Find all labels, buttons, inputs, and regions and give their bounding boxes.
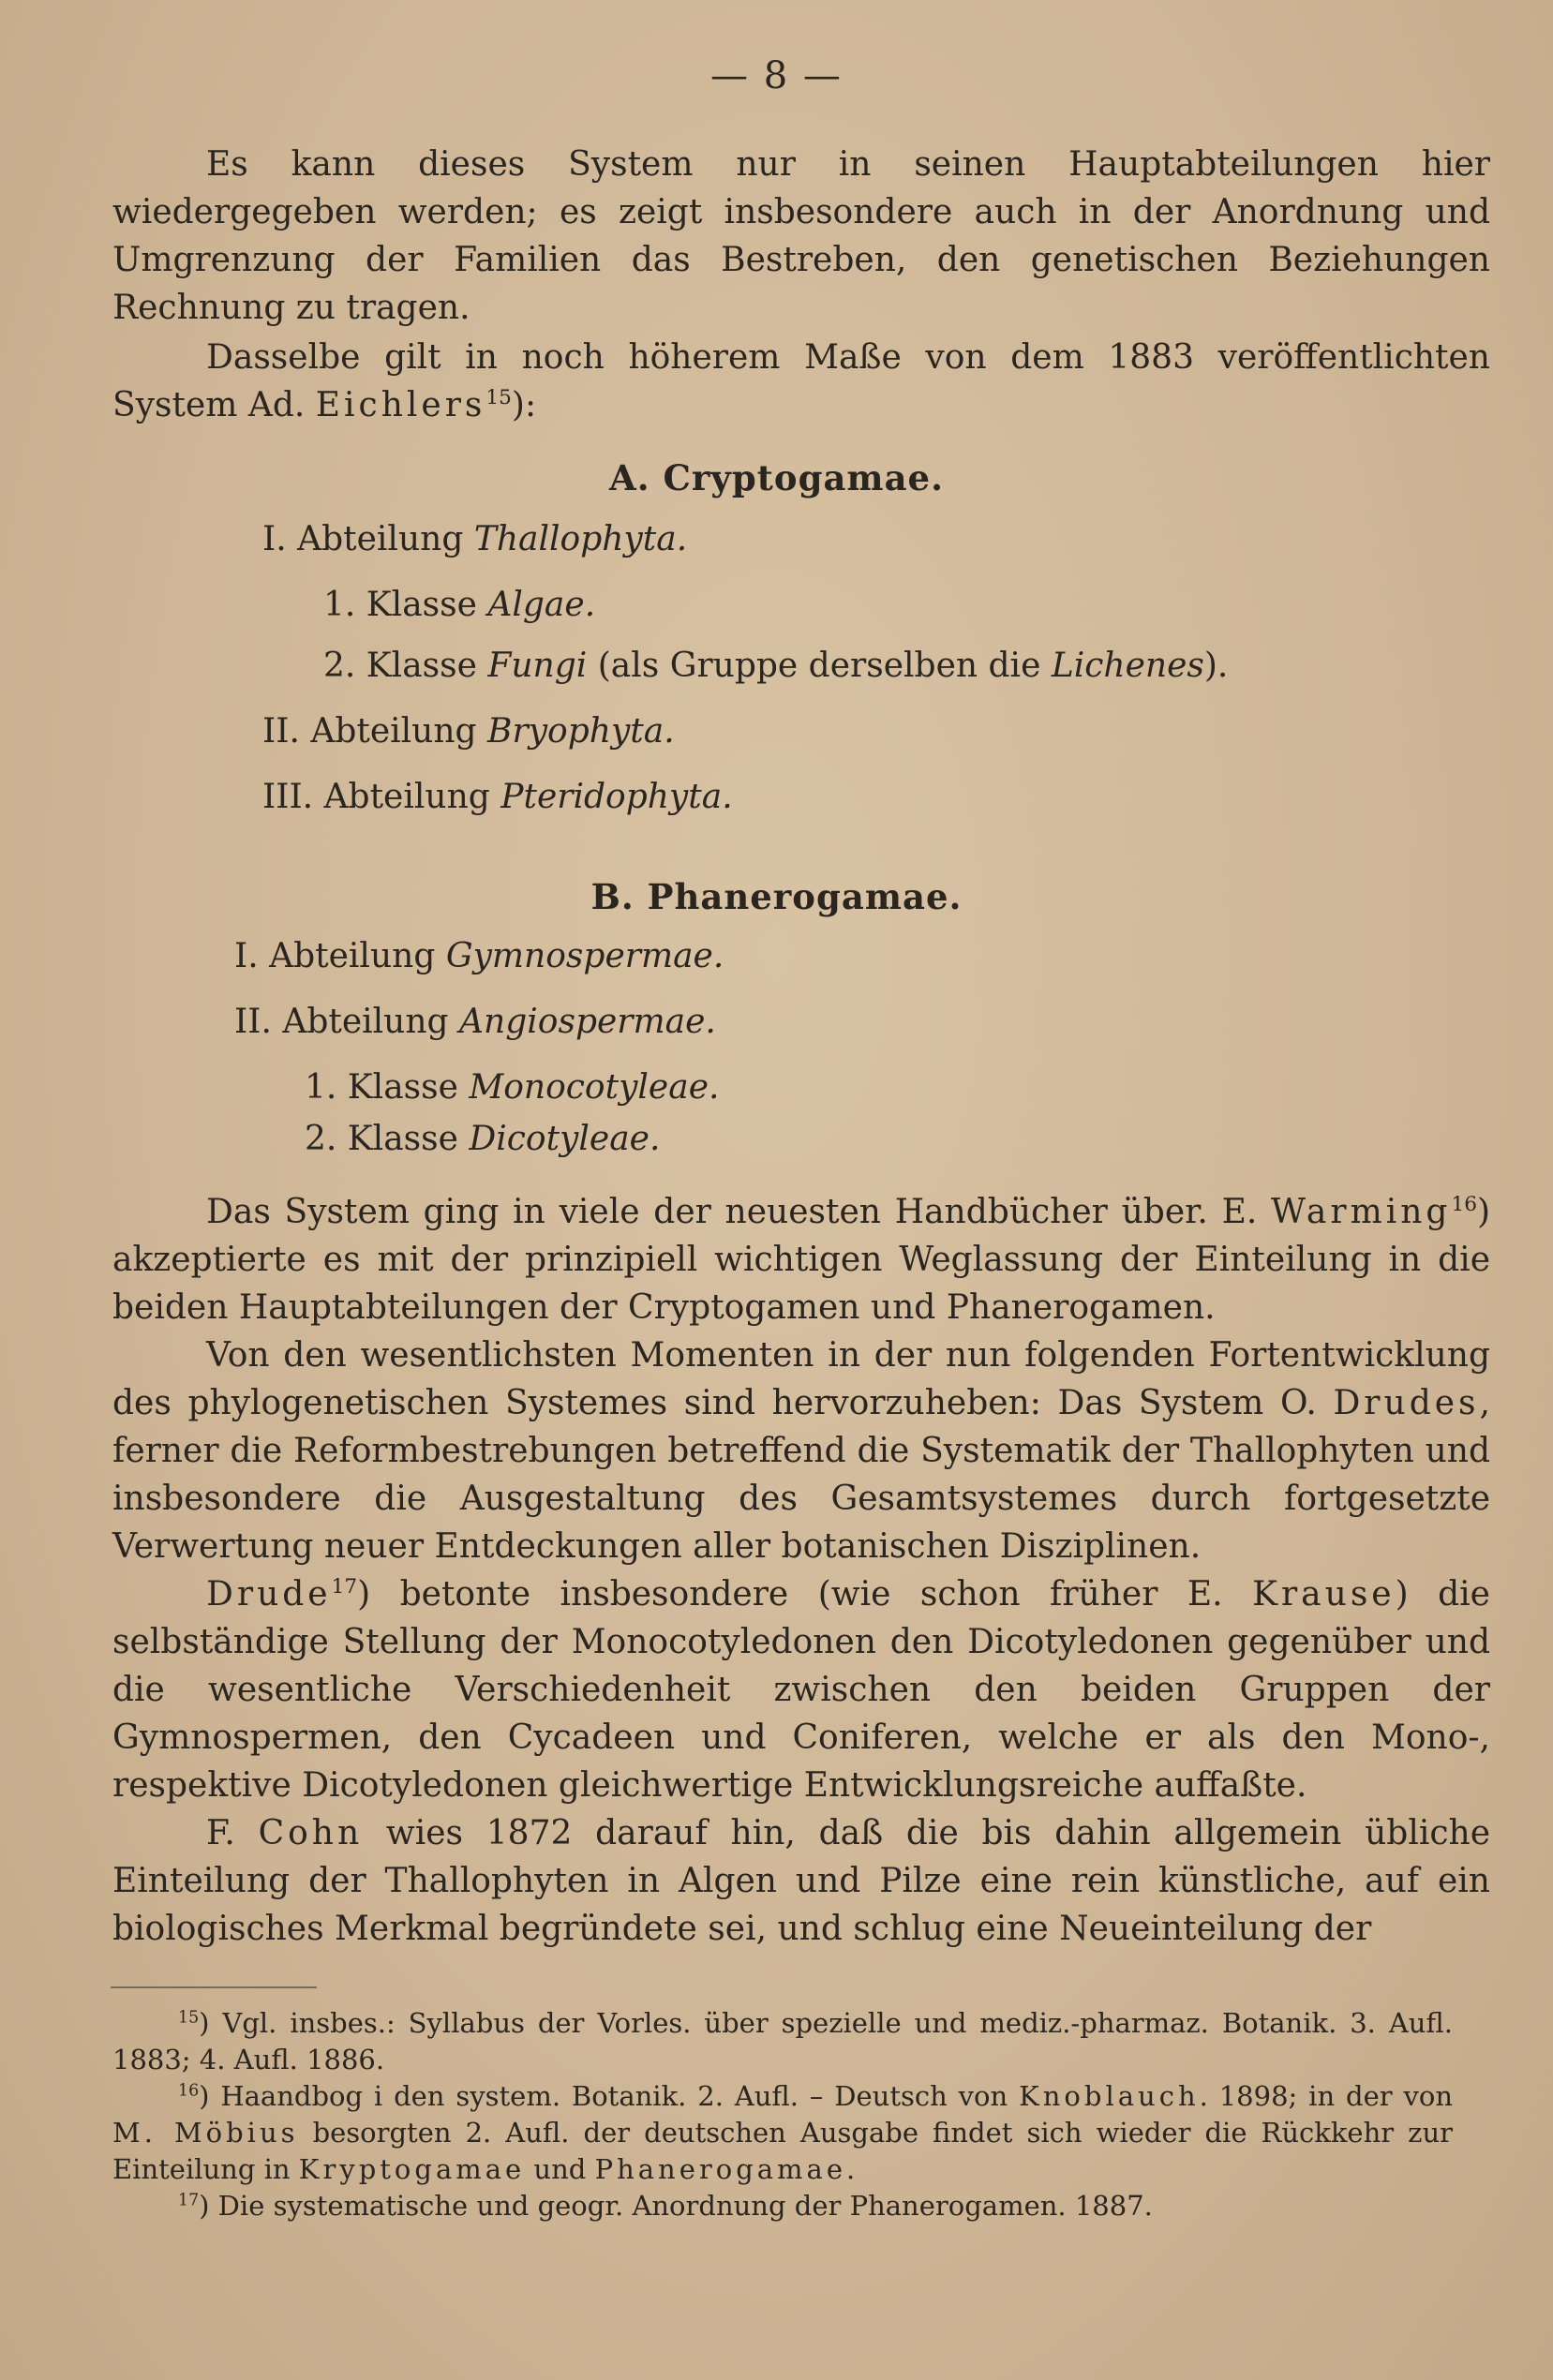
class-note-end: ). xyxy=(1203,647,1229,685)
division-thallophyta xyxy=(262,520,687,558)
intro-block xyxy=(112,141,1490,429)
paragraph-6-b: wies 1872 darauf hin, daß die bis dahin allgemein übliche Einteilung der Thallophyten in Algen und Pilze eine rein künstliche, auf ein biologisches Merkmal begründete sei, und schlug eine Neueinteilung der xyxy=(112,1814,1491,1948)
footnote-16-d: und xyxy=(533,2153,587,2185)
paragraph-1: Es kann dieses System nur in seinen Hauptabteilungen hier wiedergegeben werden; es zeigt insbesondere auch in der Anordnung und Umgrenzung der Familien das Bestreben, den genetischen Beziehungen Rechnung zu tragen. xyxy=(112,145,1490,327)
class-algae xyxy=(323,586,595,624)
footnotes xyxy=(112,2005,1453,2224)
footnote-16-marker: 16 xyxy=(178,2081,200,2101)
division-label: I. Abteilung xyxy=(262,520,464,558)
division-name: Bryophyta. xyxy=(487,712,675,751)
footnote-17-text: ) Die systematische und geogr. Anordnung der Phanerogamen. 1887. xyxy=(199,2190,1153,2222)
paragraph-4 xyxy=(112,1331,1490,1570)
paragraph-2 xyxy=(112,334,1490,429)
footnote-15-text: ) Vgl. insbes.: Syllabus der Vorles. über spezielle und mediz.-pharmaz. Botanik. 3. Aufl. 1883; 4. Aufl. 1886. xyxy=(112,2007,1453,2075)
division-gymnospermae xyxy=(234,937,724,975)
division-label: I. Abteilung xyxy=(234,937,436,975)
paragraph-6-a: F. xyxy=(206,1814,235,1852)
class-dicotyleae xyxy=(305,1120,660,1158)
division-angiospermae xyxy=(234,1003,716,1041)
author-krause: Krause xyxy=(1252,1575,1396,1614)
footnote-16-b: . 1898; in der von xyxy=(1199,2080,1454,2112)
footnote-16-e: . xyxy=(846,2153,856,2185)
paragraph-6 xyxy=(112,1809,1490,1953)
author-drude-2: Drude xyxy=(206,1575,332,1614)
footnote-ref-15: 15 xyxy=(485,386,512,409)
footnote-16 xyxy=(112,2078,1453,2188)
class-fungi xyxy=(323,647,1228,685)
class-label: 2. Klasse xyxy=(323,647,477,685)
paragraph-5 xyxy=(112,1570,1490,1809)
page-number: — 8 — xyxy=(710,54,843,97)
paragraph-2-text: Dasselbe gilt in noch höherem Maße von dem 1883 veröffentlichten System Ad. xyxy=(112,338,1490,424)
footnote-ref-16: 16 xyxy=(1451,1193,1477,1216)
author-moebius: M. Möbius xyxy=(112,2117,299,2149)
footnote-15-marker: 15 xyxy=(178,2008,200,2028)
division-pteridophyta xyxy=(262,778,733,816)
division-name: Pteridophyta. xyxy=(500,778,733,816)
paragraph-4-b: , ferner die Reformbestrebungen betreffend die Systematik der Thallophyten und insbesondere die Ausgestaltung des Gesamtsystemes durch fortgesetzte Verwertung neuer Entdeckungen aller botanischen Disziplinen. xyxy=(112,1384,1490,1566)
footnote-16-a: ) Haandbog i den system. Botanik. 2. Aufl. – Deutsch von xyxy=(199,2080,1008,2112)
paragraph-4-a: Von den wesentlichsten Momenten in der nun folgenden Fortentwicklung des phylogenetischen Systemes sind hervorzuheben: Das System O. xyxy=(112,1336,1490,1422)
class-name: Algae. xyxy=(487,586,596,624)
paragraph-2-end: ): xyxy=(511,386,537,424)
division-bryophyta xyxy=(262,712,675,751)
class-label: 2. Klasse xyxy=(305,1120,458,1158)
footnote-17 xyxy=(112,2188,1453,2224)
footnote-ref-17: 17 xyxy=(331,1575,358,1599)
class-label: 1. Klasse xyxy=(323,586,477,624)
footnote-divider xyxy=(111,1986,317,1988)
division-name: Gymnospermae. xyxy=(445,937,724,975)
footnote-15 xyxy=(112,2005,1453,2078)
paragraph-5-a: ) betonte insbesondere (wie schon früher E. xyxy=(357,1575,1223,1614)
paragraph-5-b: ) die selbständige Stellung der Monocotyledonen den Dicotyledonen gegenüber und die wesentliche Verschiedenheit zwischen den beiden Gruppen der Gymnospermen, den Cycadeen und Coniferen, welche er als den Mono-, respektive Dicotyledonen gleichwertige Entwicklungsreiche auffaßte. xyxy=(112,1575,1490,1805)
footnote-16-c: besorgten 2. Aufl. der deutschen Ausgabe findet sich wieder die Rückkehr zur Einteilung in xyxy=(112,2117,1453,2185)
footnote-17-marker: 17 xyxy=(178,2191,200,2210)
class-name: Dicotyleae. xyxy=(469,1120,661,1158)
division-label: III. Abteilung xyxy=(262,778,490,816)
class-monocotyleae xyxy=(305,1068,719,1107)
author-drude: Drudes xyxy=(1333,1384,1480,1422)
class-note: (als Gruppe derselben die xyxy=(597,647,1041,685)
division-label: II. Abteilung xyxy=(234,1003,449,1041)
division-label: II. Abteilung xyxy=(262,712,477,751)
term-phanerogamae: Phanerogamae xyxy=(594,2153,847,2185)
class-name: Monocotyleae. xyxy=(469,1068,720,1107)
term-kryptogamae: Kryptogamae xyxy=(298,2153,526,2185)
author-knoblauch: Knoblauch xyxy=(1019,2080,1200,2112)
division-name: Thallophyta. xyxy=(473,520,688,558)
body-block xyxy=(112,1188,1490,1953)
paragraph-3 xyxy=(112,1188,1490,1331)
author-eichler: Eichlers xyxy=(315,386,486,424)
class-note-name: Lichenes xyxy=(1051,647,1204,685)
heading-phanerogamae: B. Phanerogamae. xyxy=(590,876,963,917)
class-name: Fungi xyxy=(487,647,588,685)
author-cohn: Cohn xyxy=(258,1814,364,1852)
heading-cryptogamae: A. Cryptogamae. xyxy=(609,457,944,498)
division-name: Angiospermae. xyxy=(459,1003,716,1041)
paragraph-3-b: ) akzeptierte es mit der prinzipiell wichtigen Weglassung der Einteilung in die beiden Hauptabteilungen der Cryptogamen und Phanerogamen. xyxy=(112,1193,1490,1327)
class-label: 1. Klasse xyxy=(305,1068,458,1107)
paragraph-3-a: Das System ging in viele der neuesten Handbücher über. E. xyxy=(206,1193,1258,1231)
author-warming: Warming xyxy=(1271,1193,1452,1231)
